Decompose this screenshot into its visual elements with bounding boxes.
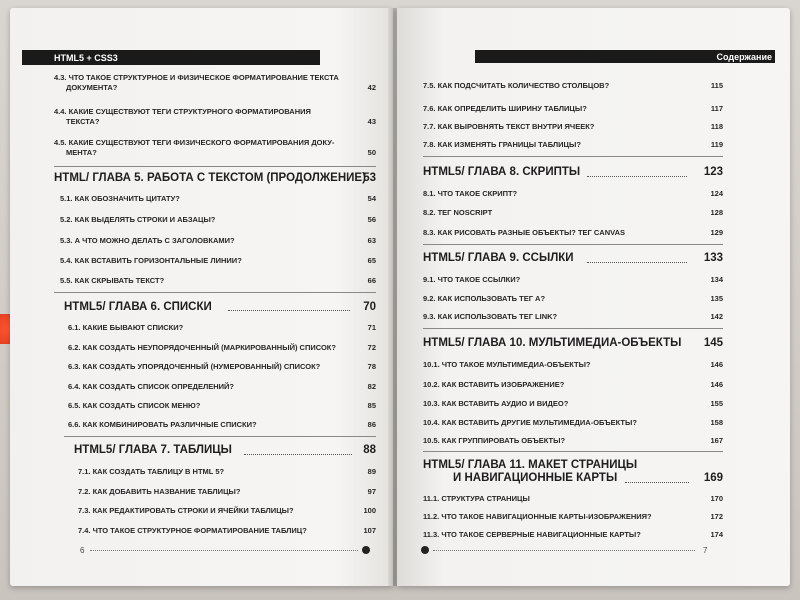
toc-entry: 7.8. КАК ИЗМЕНЯТЬ ГРАНИЦЫ ТАБЛИЦЫ? 119 — [423, 140, 723, 149]
page-number: 146 — [710, 380, 723, 389]
toc-entry: 5.1. КАК ОБОЗНАЧИТЬ ЦИТАТУ? 54 — [60, 194, 376, 203]
toc-entry: 5.5. КАК СКРЫВАТЬ ТЕКСТ? 66 — [60, 276, 376, 285]
chapter-title: HTML5/ ГЛАВА 8. СКРИПТЫ 123 — [423, 166, 723, 178]
toc-entry: 10.1. ЧТО ТАКОЕ МУЛЬТИМЕДИА-ОБЪЕКТЫ? 146 — [423, 360, 723, 369]
chapter-title: HTML5/ ГЛАВА 7. ТАБЛИЦЫ 88 — [74, 444, 376, 456]
chapter-title: HTML5/ ГЛАВА 9. ССЫЛКИ 133 — [423, 252, 723, 264]
page-number: 86 — [367, 420, 376, 429]
leader-dots — [244, 454, 352, 455]
page-number: 53 — [363, 172, 376, 184]
divider — [54, 292, 376, 293]
page-number: 78 — [367, 362, 376, 371]
toc-entry: 11.2. ЧТО ТАКОЕ НАВИГАЦИОННЫЕ КАРТЫ-ИЗОБРАЖЕНИЯ? 172 — [423, 512, 723, 521]
page-number: 145 — [703, 337, 723, 349]
page-number: 134 — [710, 275, 723, 284]
toc-entry: 7.3. КАК РЕДАКТИРОВАТЬ СТРОКИ И ЯЧЕЙКИ ТАБЛИЦЫ? 100 — [78, 506, 376, 515]
toc-entry: 6.3. КАК СОЗДАТЬ УПОРЯДОЧЕННЫЙ (НУМЕРОВАННЫЙ) СПИСОК? 78 — [68, 362, 376, 371]
toc-entry: 10.2. КАК ВСТАВИТЬ ИЗОБРАЖЕНИЕ? 146 — [423, 380, 723, 389]
chapter-title: HTML5/ ГЛАВА 10. МУЛЬТИМЕДИА-ОБЪЕКТЫ 145 — [423, 337, 723, 349]
footer-dotted-line — [90, 550, 358, 551]
page-number: 119 — [710, 140, 723, 149]
page-number-footer: 7 — [703, 546, 708, 555]
right-page — [397, 8, 790, 586]
page-number: 100 — [363, 506, 376, 515]
toc-entry: 11.1. СТРУКТУРА СТРАНИЦЫ 170 — [423, 494, 723, 503]
chapter-title-line2: И НАВИГАЦИОННЫЕ КАРТЫ 169 — [453, 472, 723, 484]
page-number: 146 — [710, 360, 723, 369]
page-number: 42 — [367, 83, 376, 92]
page-number: 56 — [367, 215, 376, 224]
page-number: 170 — [710, 494, 723, 503]
page-number: 169 — [703, 472, 723, 484]
toc-entry: 5.2. КАК ВЫДЕЛЯТЬ СТРОКИ И АБЗАЦЫ? 56 — [60, 215, 376, 224]
leader-dots — [587, 262, 687, 263]
toc-entry: 10.3. КАК ВСТАВИТЬ АУДИО И ВИДЕО? 155 — [423, 399, 723, 408]
toc-entry: 4.4. КАКИЕ СУЩЕСТВУЮТ ТЕГИ СТРУКТУРНОГО ФОРМАТИРОВАНИЯ — [54, 107, 311, 116]
leader-dots — [587, 176, 687, 177]
footer-bullet — [421, 546, 429, 554]
page-number: 89 — [367, 467, 376, 476]
toc-entry: 8.2. ТЕГ NOSCRIPT 128 — [423, 208, 723, 217]
divider — [423, 451, 723, 452]
toc-entry: 7.6. КАК ОПРЕДЕЛИТЬ ШИРИНУ ТАБЛИЦЫ? 117 — [423, 104, 723, 113]
page-number: 70 — [363, 301, 376, 313]
page-number: 63 — [367, 236, 376, 245]
page-number: 128 — [710, 208, 723, 217]
toc-entry: 8.3. КАК РИСОВАТЬ РАЗНЫЕ ОБЪЕКТЫ? ТЕГ CANVAS 129 — [423, 228, 723, 237]
page-number: 174 — [710, 530, 723, 539]
page-number: 72 — [367, 343, 376, 352]
left-header-line — [22, 63, 320, 65]
toc-entry: 5.3. А ЧТО МОЖНО ДЕЛАТЬ С ЗАГОЛОВКАМИ? 63 — [60, 236, 376, 245]
page-number: 97 — [367, 487, 376, 496]
page-number: 82 — [367, 382, 376, 391]
right-header-title: Содержание — [716, 52, 772, 62]
page-number: 107 — [363, 526, 376, 535]
toc-entry: 6.1. КАКИЕ БЫВАЮТ СПИСКИ? 71 — [68, 323, 376, 332]
page-number: 172 — [710, 512, 723, 521]
chapter-title: HTML/ ГЛАВА 5. РАБОТА С ТЕКСТОМ (ПРОДОЛЖЕНИЕ) 53 — [54, 172, 376, 184]
page-number: 142 — [710, 312, 723, 321]
page-number: 167 — [710, 436, 723, 445]
toc-entry: ДОКУМЕНТА? 42 — [66, 83, 376, 92]
toc-entry: 7.4. ЧТО ТАКОЕ СТРУКТУРНОЕ ФОРМАТИРОВАНИЕ ТАБЛИЦ? 107 — [78, 526, 376, 535]
toc-entry: 6.5. КАК СОЗДАТЬ СПИСОК МЕНЮ? 85 — [68, 401, 376, 410]
leader-dots — [228, 310, 350, 311]
page-number: 155 — [710, 399, 723, 408]
divider — [423, 244, 723, 245]
divider — [423, 328, 723, 329]
toc-entry: 10.5. КАК ГРУППИРОВАТЬ ОБЪЕКТЫ? 167 — [423, 436, 723, 445]
page-number: 158 — [710, 418, 723, 427]
page-number: 115 — [710, 81, 723, 90]
page-number: 71 — [367, 323, 376, 332]
divider — [423, 156, 723, 157]
toc-entry: 10.4. КАК ВСТАВИТЬ ДРУГИЕ МУЛЬТИМЕДИА-ОБЪЕКТЫ? 158 — [423, 418, 723, 427]
page-number: 118 — [710, 122, 723, 131]
page-number: 43 — [367, 117, 376, 126]
toc-entry: 9.3. КАК ИСПОЛЬЗОВАТЬ ТЕГ LINK? 142 — [423, 312, 723, 321]
toc-entry: 7.5. КАК ПОДСЧИТАТЬ КОЛИЧЕСТВО СТОЛБЦОВ? 115 — [423, 81, 723, 90]
toc-entry: 8.1. ЧТО ТАКОЕ СКРИПТ? 124 — [423, 189, 723, 198]
page-number: 117 — [710, 104, 723, 113]
toc-entry: 5.4. КАК ВСТАВИТЬ ГОРИЗОНТАЛЬНЫЕ ЛИНИИ? 65 — [60, 256, 376, 265]
toc-entry: 4.3. ЧТО ТАКОЕ СТРУКТУРНОЕ И ФИЗИЧЕСКОЕ ФОРМАТИРОВАНИЕ ТЕКСТА — [54, 73, 339, 82]
page-number-footer: 6 — [80, 546, 85, 555]
divider — [54, 166, 376, 167]
footer-dotted-line — [433, 550, 695, 551]
toc-entry: 6.4. КАК СОЗДАТЬ СПИСОК ОПРЕДЕЛЕНИЙ? 82 — [68, 382, 376, 391]
toc-entry: 4.5. КАКИЕ СУЩЕСТВУЮТ ТЕГИ ФИЗИЧЕСКОГО ФОРМАТИРОВАНИЯ ДОКУ- — [54, 138, 335, 147]
page-number: 85 — [367, 401, 376, 410]
page-number: 129 — [710, 228, 723, 237]
leader-dots — [625, 482, 689, 483]
toc-entry: 7.2. КАК ДОБАВИТЬ НАЗВАНИЕ ТАБЛИЦЫ? 97 — [78, 487, 376, 496]
left-page — [10, 8, 393, 586]
toc-entry: 7.1. КАК СОЗДАТЬ ТАБЛИЦУ В HTML 5? 89 — [78, 467, 376, 476]
page-number: 133 — [703, 252, 723, 264]
toc-entry: 11.3. ЧТО ТАКОЕ СЕРВЕРНЫЕ НАВИГАЦИОННЫЕ КАРТЫ? 174 — [423, 530, 723, 539]
page-number: 135 — [710, 294, 723, 303]
footer-bullet — [362, 546, 370, 554]
toc-entry: МЕНТА? 50 — [66, 148, 376, 157]
toc-entry: 9.2. КАК ИСПОЛЬЗОВАТЬ ТЕГ А? 135 — [423, 294, 723, 303]
toc-entry: 6.2. КАК СОЗДАТЬ НЕУПОРЯДОЧЕННЫЙ (МАРКИРОВАННЫЙ) СПИСОК? 72 — [68, 343, 376, 352]
toc-entry: 9.1. ЧТО ТАКОЕ ССЫЛКИ? 134 — [423, 275, 723, 284]
divider — [64, 436, 376, 437]
chapter-title: HTML5/ ГЛАВА 6. СПИСКИ 70 — [64, 301, 376, 313]
page-number: 50 — [367, 148, 376, 157]
toc-entry: 7.7. КАК ВЫРОВНЯТЬ ТЕКСТ ВНУТРИ ЯЧЕЕК? 118 — [423, 122, 723, 131]
toc-entry: 6.6. КАК КОМБИНИРОВАТЬ РАЗЛИЧНЫЕ СПИСКИ? 86 — [68, 420, 376, 429]
page-number: 123 — [703, 166, 723, 178]
page-number: 88 — [363, 444, 376, 456]
page-number: 54 — [367, 194, 376, 203]
toc-entry: ТЕКСТА? 43 — [66, 117, 376, 126]
page-number: 66 — [367, 276, 376, 285]
chapter-title: HTML5/ ГЛАВА 11. МАКЕТ СТРАНИЦЫ — [423, 459, 638, 471]
page-number: 65 — [367, 256, 376, 265]
page-number: 124 — [710, 189, 723, 198]
left-header-title: HTML5 + CSS3 — [54, 53, 118, 63]
